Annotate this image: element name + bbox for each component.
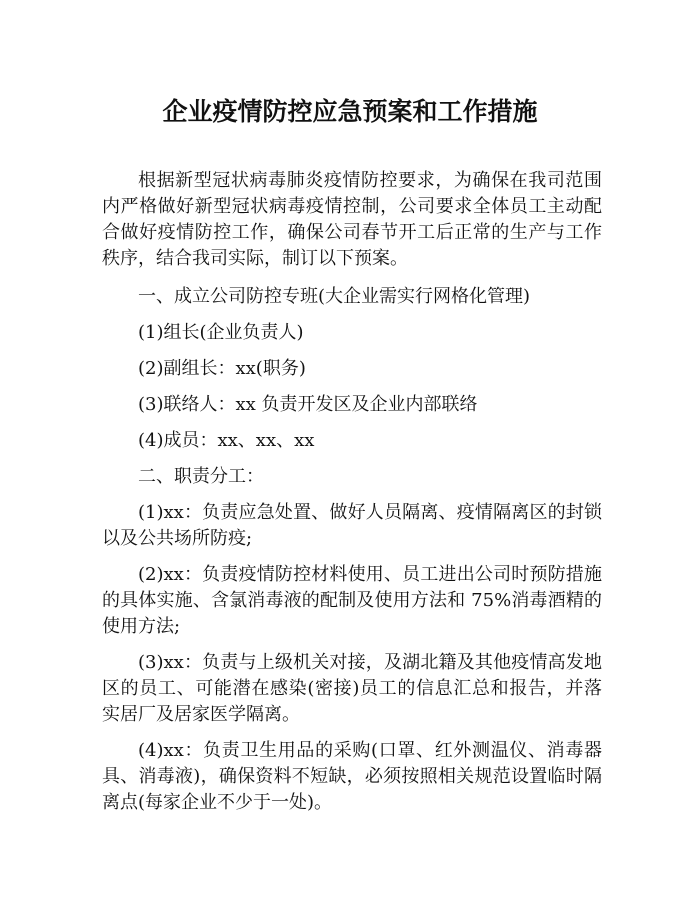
section-2-item: (4)xx：负责卫生用品的采购(口罩、红外测温仪、消毒器具、消毒液)，确保资料不短缺，必须按照相关规范设置临时隔离点(每家企业不少于一处)。 xyxy=(102,740,602,813)
section-1-heading: 一、成立公司防控专班(大企业需实行网格化管理) xyxy=(138,286,531,307)
section-1-item: (4)成员：xx、xx、xx xyxy=(138,430,315,451)
section-2-item: (1)xx：负责应急处置、做好人员隔离、疫情隔离区的封锁以及公共场所防疫; xyxy=(102,502,602,549)
document-body xyxy=(102,168,602,826)
section-1-item: (2)副组长：xx(职务) xyxy=(138,358,306,379)
section-2-item: (2)xx：负责疫情防控材料使用、员工进出公司时预防措施的具体实施、含氯消毒液的配制及使用方法和 75%消毒酒精的使用方法; xyxy=(102,564,602,637)
section-2-heading: 二、职责分工： xyxy=(138,466,264,487)
document-title: 企业疫情防控应急预案和工作措施 xyxy=(162,97,538,126)
section-2-item: (3)xx：负责与上级机关对接，及湖北籍及其他疫情高发地区的员工、可能潜在感染(密接)员工的信息汇总和报告，并落实居厂及居家医学隔离。 xyxy=(102,652,602,725)
intro-paragraph: 根据新型冠状病毒肺炎疫情防控要求，为确保在我司范围内严格做好新型冠状病毒疫情控制，公司要求全体员工主动配合做好疫情防控工作，确保公司春节开工后正常的生产与工作秩序，结合我司实际，制订以下预案。 xyxy=(102,170,602,269)
section-1-item: (1)组长(企业负责人) xyxy=(138,322,304,343)
section-1-item: (3)联络人：xx 负责开发区及企业内部联络 xyxy=(138,394,478,415)
